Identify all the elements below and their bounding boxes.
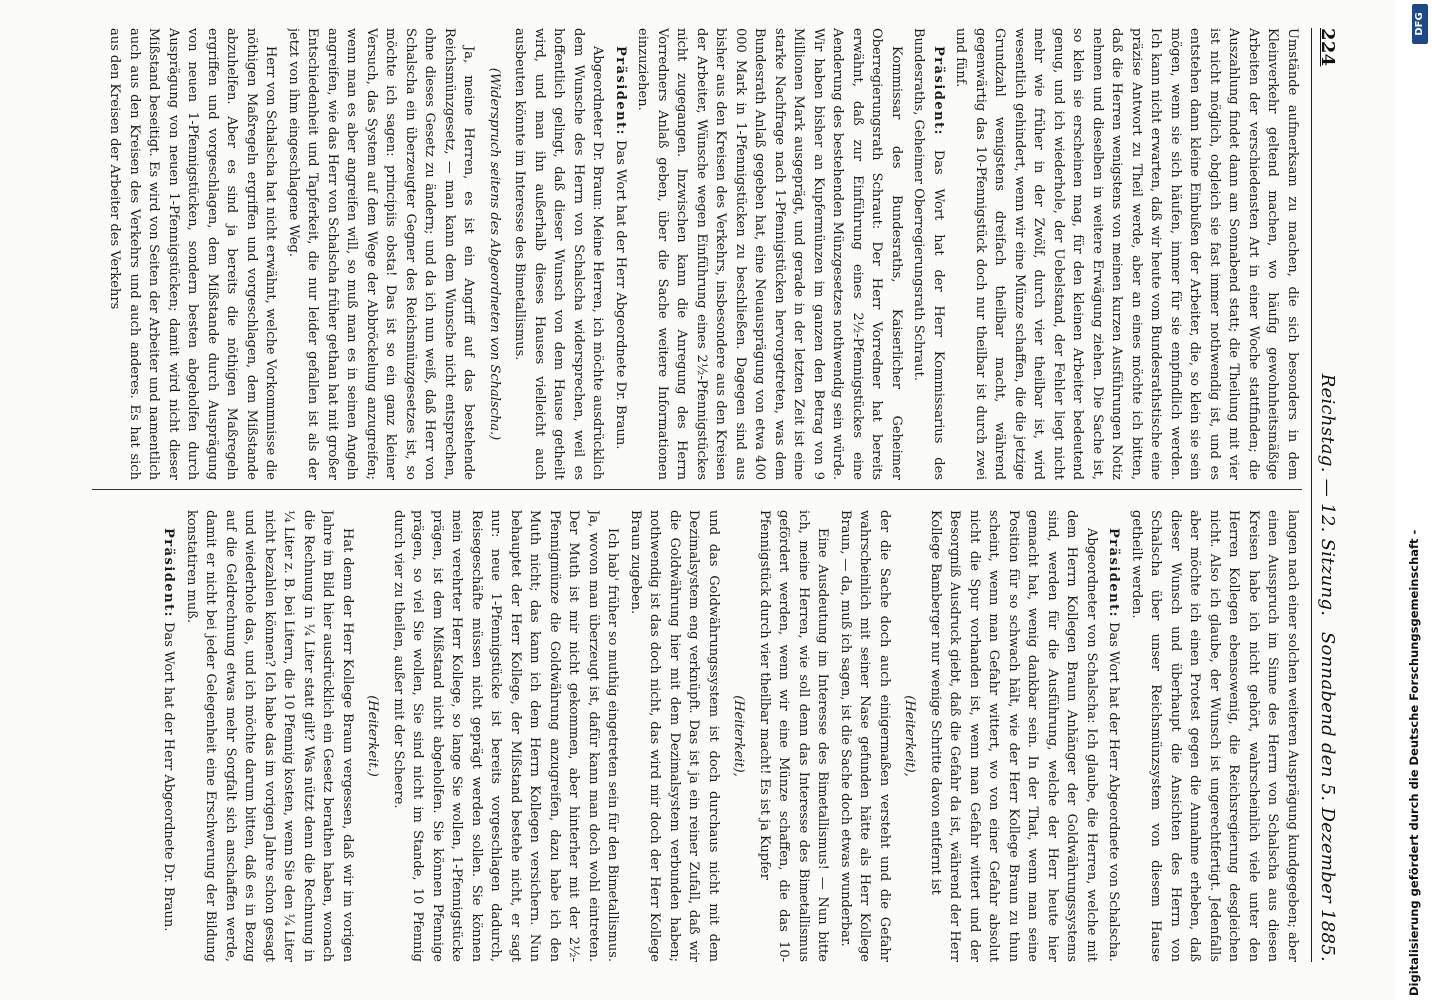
interjection: (Widerspruch seitens des Abgeordneten von Schalscha.)	[487, 67, 502, 441]
paragraph: Abgeordneter Dr. Braun: Meine Herren, ich möchte ausdrücklich dem Wunsche des Herrn von Schalscha widersprechen, weil es hoffentlich gelingt, daß dieser Wunsch von dem Hause getheilt wird, und man ihn außerhalb dieses Hauses vielleicht auch ausbeuten könnte im Interesse des Bimetallismus.	[512, 28, 606, 480]
paragraph: Herr von Schalscha hat nicht erwähnt, welche Vorkommnisse die nöthigen Maßregeln ergriffen und vorgeschlagen, dem Mißstande abzuhelfen. Aber es sind ja bereits die nöthigen Maßregeln ergriffen und vorgeschlagen, dem Mißstande durch Ausprägung von neuen 1-Pfennigstücken, sondern besten abgeholfen durch Ausprägung von neuen 1-Pfennigstücken; damit wird nicht dieser Mißstand beseitigt. Es wird von Seiten der Arbeiter und namentlich auch aus den Kreisen des Verkehrs und auch anderes. Es hat sich aus den Kreisen der Arbeiter des Verkehrs	[107, 28, 279, 480]
speaker-paragraph	[611, 28, 631, 480]
interjection: (Heiterkeit.)	[365, 695, 381, 777]
paragraph: Umstände aufmerksam zu machen, die sich besonders in dem Kleinverkehr geltend machen, wo häufig gewohnheitsmäßige Arbeiten der verschiedensten Art in einer Woche stattfinden; die Auszahlung findet dann am Sonnabend statt; die Theilung mit vier ist nicht möglich, obgleich sie fast immer nothwendig ist, und es entstehen dann kleine Einbußen der Arbeiter, die, so klein sie sein mögen, wenn sie sich häufen, immer für sie empfindlich werden. Ich kann nicht erwarten, daß wir heute vom Bundesrathstische eine präzise Antwort zu Theil werde, aber an eines möchte ich bitten, daß die Herren wenigstens von meinen kurzen Ausführungen Notiz nehmen und dieselben in weitere Erwägung ziehen. Die Sache ist, so klein sie erscheinen mag, für den kleinen Arbeiter bedeutend genug, und ich wiederhole, der Uebelstand, der Fehler liegt nicht mehr wie früher in der Zwölf, durch vier theilbar ist, wird wesentlich gehindert, wenn wir eine Münze schaffen, die die jetzige Grundzahl wenigstens dreifach theilbar macht, während gegenwärtig das 10-Pfennigstück doch nur theilbar ist durch zwei und fünf.	[953, 28, 1300, 480]
paragraph: Hat denn der Herr Kollege Braun vergessen, daß wir im vorigen Jahre im Bild hier ausdrücklich ein Gesetz berathen haben, wonach die Rechnung in ¼ Liter statt gilt? Was nützt denn die Rechnung in ¼ Liter z. B. bei Litern, die 10 Pfennig kosten, wenn Sie den ¼ Liter nicht bezahlen können? Ich habe das im vorigen Jahre schon gesagt und wiederhole das, und ich möchte darum bitten, daß es in Bezug auf die Geldrechnung etwas mehr Sorgfalt sich anschaffen werde, damit er nicht bei jeder Gelegenheit eine Erschwerung der Bildung konstatiren muß.	[184, 510, 355, 962]
speaker-name: Präsident:	[931, 46, 946, 136]
column-divider	[92, 489, 1302, 490]
speaker-paragraph	[909, 28, 948, 480]
speaker-text: Das Wort hat der Herr Abgeordnete Dr. Braun.	[613, 140, 628, 450]
speaker-paragraph	[159, 510, 179, 962]
paragraph: Eine Ausdeutung im Interesse des Bimetallismus! — Nun bitte ich, meine Herren, wie soll denn das Interesse des Bimetallismus gefördert werden, wenn wir eine Münze schaffen, die das 10-Pfennigstück durch vier theilbar macht! Es ist ja Kupfer	[757, 510, 831, 962]
paragraph: Ja, meine Herren, es ist ein Angriff auf das bestehende Reichsmünzgesetz, — man kann dem Wunsche nicht entsprechen, ohne dieses Gesetz zu ändern; und da ich nun weiß, daß Herr von Schalscha ein überzeugter Gegner des Reichsmünzgesetzes ist, so möchte ich sagen: principiis obsta! Das ist so ein ganz kleiner Versuch, das System auf dem Wege der Abbröckelung anzugreifen; wenn man es aber angreifen will, so muß man es in seinen Angeln angreifen, wie das Herr von Schalscha früher gethan hat mit großer Entschiedenheit und Tapferkeit, die nur leider gefallen ist als der jetzt von ihm eingeschlagene Weg.	[286, 28, 477, 480]
right-text-column	[0, 510, 1302, 962]
paragraph: und das Goldwährungssystem ist doch durchaus nicht mit dem Dezimalsystem eng verknüpft. Das ist ja ein reiner Zufall, daß wir die Goldwährung hier mit dem Dezimalsystem verbunden haben; nothwendig ist das doch nicht, das wird mir doch der Herr Kollege Braun zugeben.	[628, 510, 721, 962]
left-text-column	[0, 28, 1302, 480]
speaker-paragraph	[1104, 510, 1124, 962]
paragraph: Ich hab' früher so muthig eingetreten sein für den Bimetallismus. Ja, wovon man überzeugt ist, dafür kann man doch wohl eintreten. Der Muth ist mir nicht gekommen, aber hinterher mit der 2½-Pfennigmünze die Goldwährung anzugreifen, dazu habe ich den Muth nicht; das kann ich dem Herrn Kollegen versichern. Nun behauptet der Herr Kollege, der Mißstand bestehe nicht, er sagt nur: neue 1-Pfennigstücke ist bereits vorgeschlagen dadurch, Reisegeschäfte müssen nicht geprägt werden sollen. Sie können mein verehrter Herr Kollege, so lange Sie wollen, 1-Pfennigstücke prägen, ist dem Mißstand nicht abgeholfen. Sie können Pfennige prägen, so viel Sie wollen, Sie sind nicht im Stande, 10 Pfennig durch vier zu theilen, außer mit der Scheere.	[391, 510, 621, 962]
speaker-name: Präsident:	[613, 46, 628, 136]
digitization-credit: Digitalisierung gefördert durch die Deutsche Forschungsgemeinschaft -	[1407, 529, 1421, 996]
speaker-name: Präsident:	[161, 528, 177, 618]
page-header	[1311, 28, 1350, 962]
speaker-text: Das Wort hat der Herr Kommissarius des Bundesraths, Geheimer Oberregierungsrath Schraut.	[911, 28, 946, 480]
speaker-name: Präsident:	[1106, 528, 1122, 618]
interjection: (Heiterkeit),	[902, 695, 918, 777]
dfg-logo-label: DFG	[1414, 12, 1425, 36]
paragraph: Abgeordneter von Schalscha: Ich glaube, die Herren, welche mit dem Herrn Kollegen Braun Anhänger der Goldwährungssystems sind, werden für die Ausführung, welche der Herr heute hier gemacht hat, wenig dankbar sein. In der That, wenn man seine Position für so schwach hält, wie der Herr Kollege Braun zu thun scheint, wenn man Gefahr wittert, wo von einer Gefahr absolut nicht die Spur vorhanden ist, wenn man Gefahr wittert und der Besorgniß Ausdruck giebt, daß die Gefahr da ist, während der Herr Kollege Bamberger nur wenige Schritte davon entfernt ist	[928, 510, 1099, 962]
session-title: Reichstag. — 12. Sitzung.	[1317, 373, 1339, 617]
paragraph: der die Sache doch auch einigermaßen versteht und die Gefahr wahrscheinlich mit seiner Nase gefunden hätte als Herr Kollege Braun, — da, muß ich sagen, ist die Sache doch etwas wunderbar.	[838, 510, 892, 962]
paragraph: Kommissar des Bundesraths, Kaiserlicher Geheimer Oberregierungsrath Schraut: Der Herr Vorredner hat bereits erwähnt, daß zur Einführung eines 2½-Pfennigstückes eine Aenderung des bestehenden Münzgesetzes nothwendig sein würde. Wir haben bisher an Kupfermünzen im ganzen den Betrag von 9 Millionen Mark ausgeprägt, und gerade in der letzten Zeit ist eine starke Nachfrage nach 1-Pfennigstücken hervorgetreten, was dem Bundesrath Anlaß gegeben hat, eine Neuausprägung von etwa 400 000 Mark in 1-Pfennigstücken zu beschließen. Dagegen sind aus bisher aus den Kreisen des Verkehrs, insbesondere aus den Kreisen der Arbeiter, Wünsche wegen Einführung eines 2½-Pfennigstückes nicht zugegangen. Inzwischen kann die Anregung des Herrn Vorredners Anlaß geben, über die Sache weitere Informationen einzuziehen.	[635, 28, 904, 480]
interjection: (Heiterkeit),	[731, 695, 747, 777]
session-date: Sonnabend den 5. Dezember 1885.	[1317, 631, 1339, 962]
paragraph: langen nach einer solchen weiteren Ausprägung kundgegeben; aber einen Ausspruch im Sinne des Herrn von Schalscha aus diesen Kreisen habe ich nicht gehört, wahrscheinlich viele unter den Herren Kollegen ebensowenig, die Reichsregierung desgleichen nicht. Also ich glaube, der Wunsch ist ungerechtfertigt. Jedenfalls aber möchte ich einen Protest gegen die Annahme erheben, daß dieser Wunsch und überhaupt die Ansichten des Herrn von Schalscha über unser Reichsmünzsystem von diesem Hause getheilt werden.	[1129, 510, 1300, 962]
speaker-text: Das Wort hat der Herr Abgeordnete von Schalscha.	[1106, 622, 1122, 962]
speaker-text: Das Wort hat der Herr Abgeordnete Dr. Braun.	[161, 622, 177, 932]
page-number-label: 224	[1317, 28, 1339, 67]
dfg-logo	[1412, 4, 1428, 44]
